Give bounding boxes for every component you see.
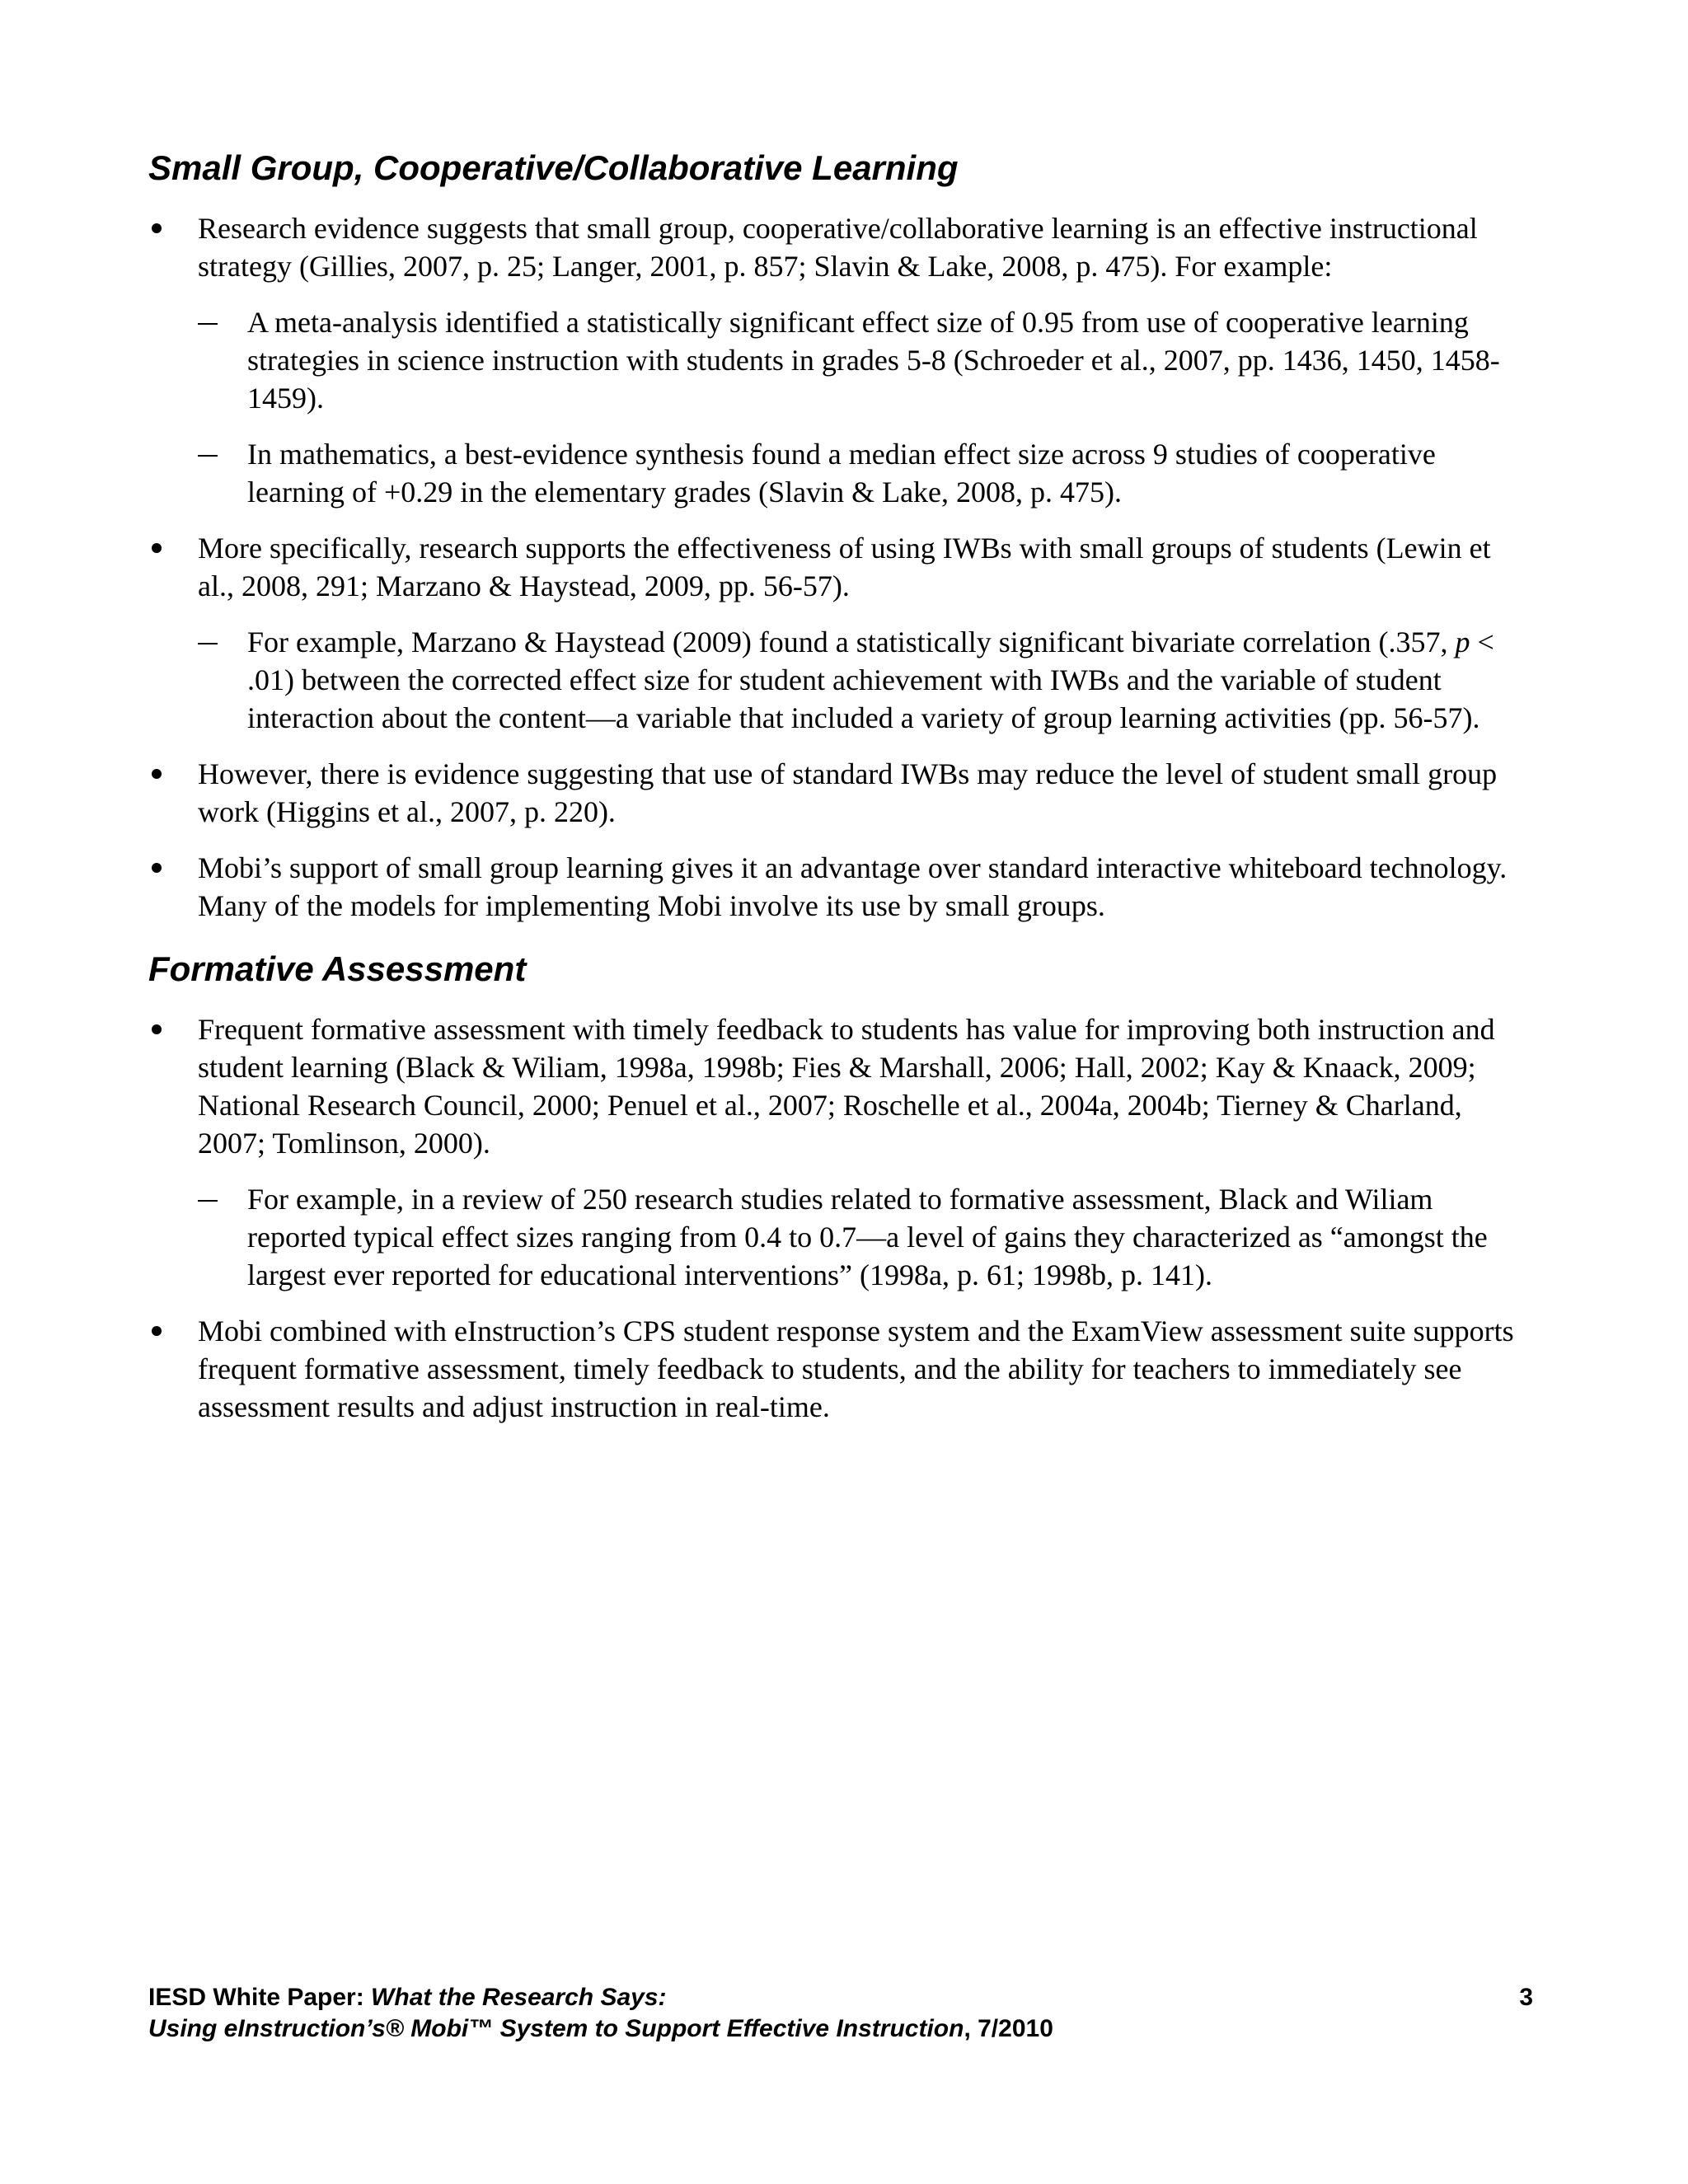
sub-bullet-text: For example, in a review of 250 research studies related to formative assessment, Black and Wiliam reported typical effect sizes ranging from 0.4 to 0.7—a level of gains they characterized as “amongst the largest ever reported for educational interventions” (1998a, p. 61; 1998b, p. 141). bbox=[247, 1183, 1488, 1291]
bullet-text: Research evidence suggests that small group, cooperative/collaborative learning is an effective instructional strategy (Gillies, 2007, p. 25; Langer, 2001, p. 857; Slavin & Lake, 2008, p. 475). For example: bbox=[198, 212, 1478, 283]
bullet-icon bbox=[152, 223, 162, 233]
p-value-symbol: p bbox=[1455, 626, 1470, 658]
page-number: 3 bbox=[1519, 1984, 1533, 2011]
list-item bbox=[148, 1010, 1533, 1294]
list-item bbox=[198, 435, 1533, 511]
dash-icon bbox=[198, 1200, 218, 1202]
small-group-bullet-list bbox=[148, 209, 1533, 925]
list-item bbox=[198, 623, 1533, 737]
list-item bbox=[148, 755, 1533, 831]
list-item bbox=[198, 303, 1533, 417]
dash-icon bbox=[198, 323, 218, 325]
sub-bullet-text: In mathematics, a best-evidence synthesis found a median effect size across 9 studies of cooperative learning of +0.29 in the elementary grades (Slavin & Lake, 2008, p. 475). bbox=[247, 438, 1436, 509]
bullet-text: Mobi’s support of small group learning gives it an advantage over standard interactive whiteboard technology. Many of the models for implementing Mobi involve its use by small groups. bbox=[198, 851, 1507, 922]
dash-icon bbox=[198, 455, 218, 457]
section-heading-small-group: Small Group, Cooperative/Collaborative Learning bbox=[148, 148, 959, 187]
footer-subtitle: Using eInstruction’s® Mobi™ System to Support Effective Instruction bbox=[148, 2015, 964, 2042]
dash-icon bbox=[198, 643, 218, 644]
bullet-icon bbox=[152, 769, 162, 779]
sub-bullet-list bbox=[198, 303, 1533, 511]
section-heading-formative-assessment: Formative Assessment bbox=[148, 949, 527, 988]
sub-bullet-list bbox=[198, 623, 1533, 737]
bullet-text: Frequent formative assessment with timely feedback to students has value for improving both instruction and student learning (Black & Wiliam, 1998a, 1998b; Fies & Marshall, 2006; Hall, 2002; Kay & Knaack, 2009; National Research Council, 2000; Penuel et al., 2007; Roschelle et al., 2004a, 2004b; Tierney & Charland, 2007; Tomlinson, 2000). bbox=[198, 1013, 1495, 1160]
bullet-icon bbox=[152, 1326, 162, 1336]
footer-date: , 7/2010 bbox=[964, 2015, 1053, 2042]
page-footer bbox=[148, 1982, 1533, 2045]
sub-bullet-text-part: For example, Marzano & Haystead (2009) found a statistically significant bivariate correlation (.357, bbox=[247, 626, 1456, 658]
list-item bbox=[148, 1312, 1533, 1426]
sub-bullet-list bbox=[198, 1180, 1533, 1294]
page-content bbox=[148, 147, 1533, 1444]
list-item bbox=[198, 1180, 1533, 1294]
footer-prefix: IESD White Paper: bbox=[148, 1984, 372, 2011]
bullet-icon bbox=[152, 543, 162, 553]
list-item bbox=[148, 849, 1533, 925]
list-item bbox=[148, 209, 1533, 511]
footer-line-2 bbox=[148, 2013, 1533, 2045]
bullet-icon bbox=[152, 1024, 162, 1034]
footer-line-1 bbox=[148, 1982, 1533, 2013]
bullet-icon bbox=[152, 863, 162, 873]
footer-title: What the Research Says: bbox=[371, 1984, 667, 2011]
sub-bullet-text: A meta-analysis identified a statistically significant effect size of 0.95 from use of cooperative learning strategies in science instruction with students in grades 5-8 (Schroeder et al., 2007, pp. 1436, 1450, 1458-1459). bbox=[247, 306, 1500, 415]
bullet-text: Mobi combined with eInstruction’s CPS student response system and the ExamView assessment suite supports frequent formative assessment, timely feedback to students, and the ability for teachers to immediately see assessment results and adjust instruction in real-time. bbox=[198, 1315, 1514, 1423]
bullet-text: More specifically, research supports the effectiveness of using IWBs with small groups of students (Lewin et al., 2008, 291; Marzano & Haystead, 2009, pp. 56-57). bbox=[198, 532, 1491, 602]
sub-bullet-text-part: < .01) between the corrected effect size for student achievement with IWBs and the variable of student interaction about the content—a variable that included a variety of group learning activities (pp. 56-57). bbox=[247, 626, 1494, 734]
list-item bbox=[148, 529, 1533, 737]
formative-assessment-bullet-list bbox=[148, 1010, 1533, 1426]
bullet-text: However, there is evidence suggesting that use of standard IWBs may reduce the level of student small group work (Higgins et al., 2007, p. 220). bbox=[198, 757, 1498, 828]
